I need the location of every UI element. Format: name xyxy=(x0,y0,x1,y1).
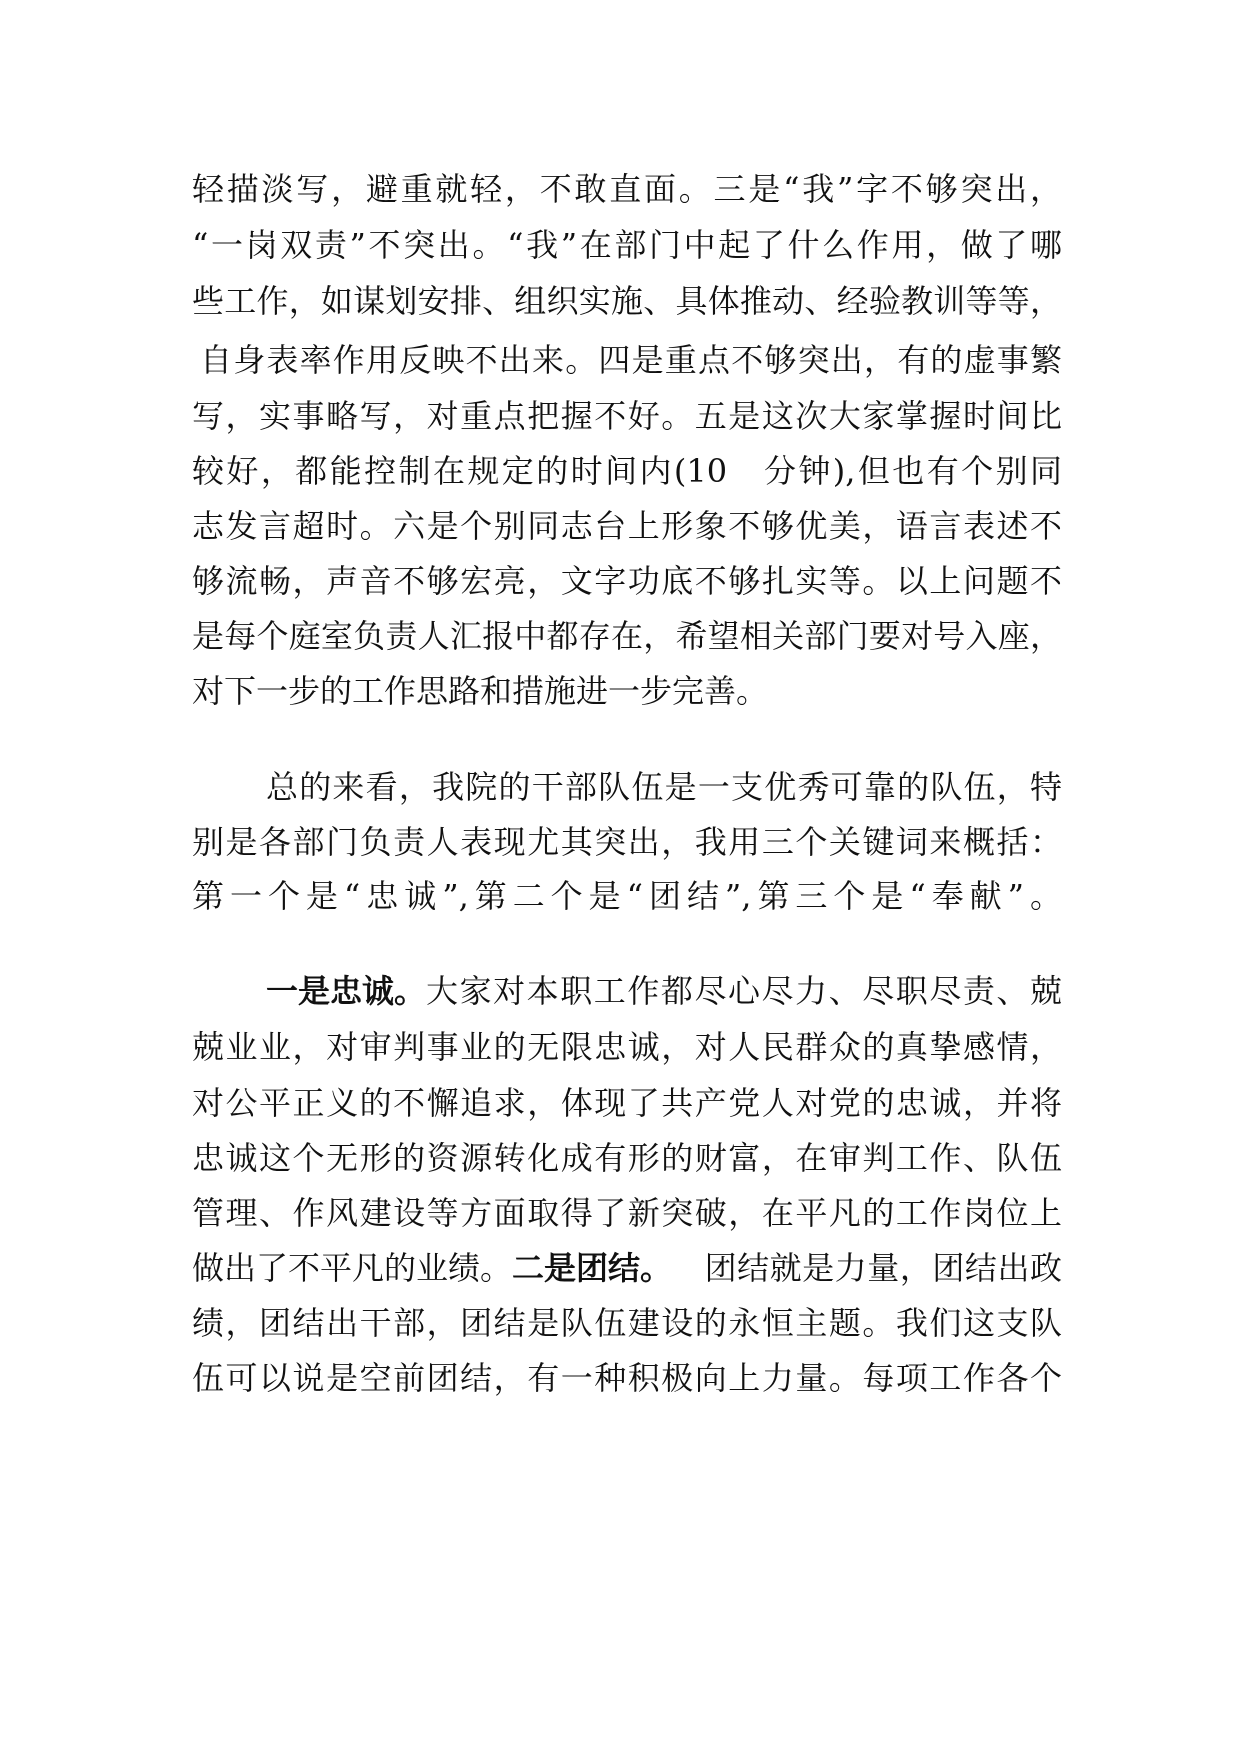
heading-loyalty: 一是忠诚。 xyxy=(266,972,427,1010)
paragraph-1-line-8: 够流畅，声音不够宏亮，文字功底不够扎实等。以上问题不 xyxy=(192,562,1062,600)
paragraph-3-line-1 xyxy=(266,968,1062,1014)
paragraph-3-line-6 xyxy=(192,1245,1062,1291)
heading-unity: 二是团结。 xyxy=(512,1249,673,1287)
paragraph-1-line-1: 轻描淡写，避重就轻，不敢直面。三是“我”字不够突出， xyxy=(192,170,1062,208)
paragraph-1-line-4: 自身表率作用反映不出来。四是重点不够突出，有的虚事繁 xyxy=(200,341,1062,379)
paragraph-3-line-3: 对公平正义的不懈追求，体现了共产党人对党的忠诚，并将 xyxy=(192,1084,1062,1122)
paragraph-3-line-6-text: 团结就是力量，团结出政 xyxy=(672,1249,1062,1287)
paragraph-1-line-6: 较好，都能控制在规定的时间内(10 分钟),但也有个别同 xyxy=(192,452,1062,490)
paragraph-3-line-7: 绩，团结出干部，团结是队伍建设的永恒主题。我们这支队 xyxy=(192,1304,1062,1342)
paragraph-3-line-8: 伍可以说是空前团结，有一种积极向上力量。每项工作各个 xyxy=(192,1359,1062,1397)
paragraph-1-line-9: 是每个庭室负责人汇报中都存在，希望相关部门要对号入座， xyxy=(192,617,1062,655)
paragraph-1-line-2: “一岗双责”不突出。“我”在部门中起了什么作用，做了哪 xyxy=(192,226,1062,264)
paragraph-1-line-3: 些工作，如谋划安排、组织实施、具体推动、经验教训等等， xyxy=(192,282,1062,320)
paragraph-3-line-2: 兢业业，对审判事业的无限忠诚，对人民群众的真挚感情， xyxy=(192,1028,1062,1066)
paragraph-3-line-6-start: 做出了不平凡的业绩。 xyxy=(192,1249,513,1287)
paragraph-2-line-1: 总的来看，我院的干部队伍是一支优秀可靠的队伍，特 xyxy=(266,768,1062,806)
paragraph-2-line-3: 第一个是“忠诚”,第二个是“团结”,第三个是“奉献”。 xyxy=(192,877,1062,915)
paragraph-1-line-7: 志发言超时。六是个别同志台上形象不够优美，语言表述不 xyxy=(192,507,1062,545)
paragraph-2-line-2: 别是各部门负责人表现尤其突出，我用三个关键词来概括： xyxy=(192,823,1062,861)
paragraph-1-line-5: 写，实事略写，对重点把握不好。五是这次大家掌握时间比 xyxy=(192,397,1062,435)
paragraph-1-line-10: 对下一步的工作思路和措施进一步完善。 xyxy=(192,672,769,710)
paragraph-3-line-1-text: 大家对本职工作都尽心尽力、尽职尽责、兢 xyxy=(426,972,1062,1010)
paragraph-3-line-4: 忠诚这个无形的资源转化成有形的财富，在审判工作、队伍 xyxy=(192,1139,1062,1177)
paragraph-3-line-5: 管理、作风建设等方面取得了新突破，在平凡的工作岗位上 xyxy=(192,1194,1062,1232)
